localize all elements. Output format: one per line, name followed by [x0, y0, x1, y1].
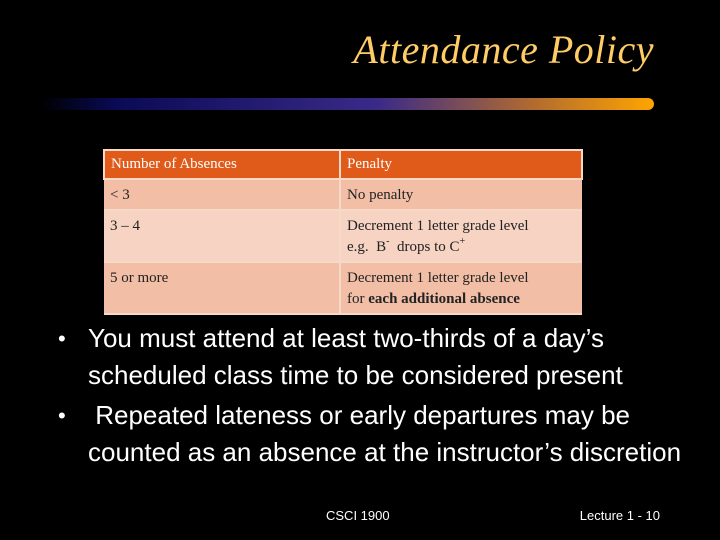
penalty-example-prefix: e.g. B: [347, 239, 387, 255]
table-row: [104, 179, 582, 210]
bullet-item: [56, 320, 696, 394]
grade-minus-sup: -: [386, 236, 390, 247]
penalty-example-mid: drops to C: [389, 239, 460, 255]
table-header-row: [104, 150, 582, 179]
penalty-line: Decrement 1 letter grade level: [347, 218, 529, 234]
penalty-cell: [340, 210, 582, 262]
penalty-cell: [340, 262, 582, 314]
bullet-text: You must attend at least two-thirds of a day’s scheduled class time to be considered present: [88, 323, 623, 390]
column-header-penalty: Penalty: [340, 150, 582, 179]
bullet-item: [56, 397, 696, 471]
absences-cell: < 3: [104, 179, 340, 210]
penalty-line-bold: each additional absence: [368, 291, 520, 307]
footer-lecture-number: Lecture 1 - 10: [579, 508, 660, 523]
bullet-dot-icon: •: [58, 326, 66, 351]
penalty-line-prefix: for: [347, 291, 369, 307]
bullet-list: [56, 320, 696, 474]
penalty-line: Decrement 1 letter grade level: [347, 270, 529, 286]
absences-cell: 3 – 4: [104, 210, 340, 262]
grade-plus-sup: +: [459, 236, 466, 247]
table-row: [104, 262, 582, 314]
bullet-text: Repeated lateness or early departures may be counted as an absence at the instructor’s discretion: [88, 400, 682, 467]
column-header-absences: Number of Absences: [104, 150, 340, 179]
bullet-dot-icon: •: [58, 403, 66, 428]
penalty-cell: No penalty: [340, 179, 582, 210]
slide-title: Attendance Policy: [353, 27, 654, 72]
attendance-penalty-table: [103, 149, 583, 315]
footer-course: CSCI 1900: [326, 508, 390, 523]
table-row: [104, 210, 582, 262]
title-underline-rule: [40, 96, 662, 112]
absences-cell: 5 or more: [104, 262, 340, 314]
